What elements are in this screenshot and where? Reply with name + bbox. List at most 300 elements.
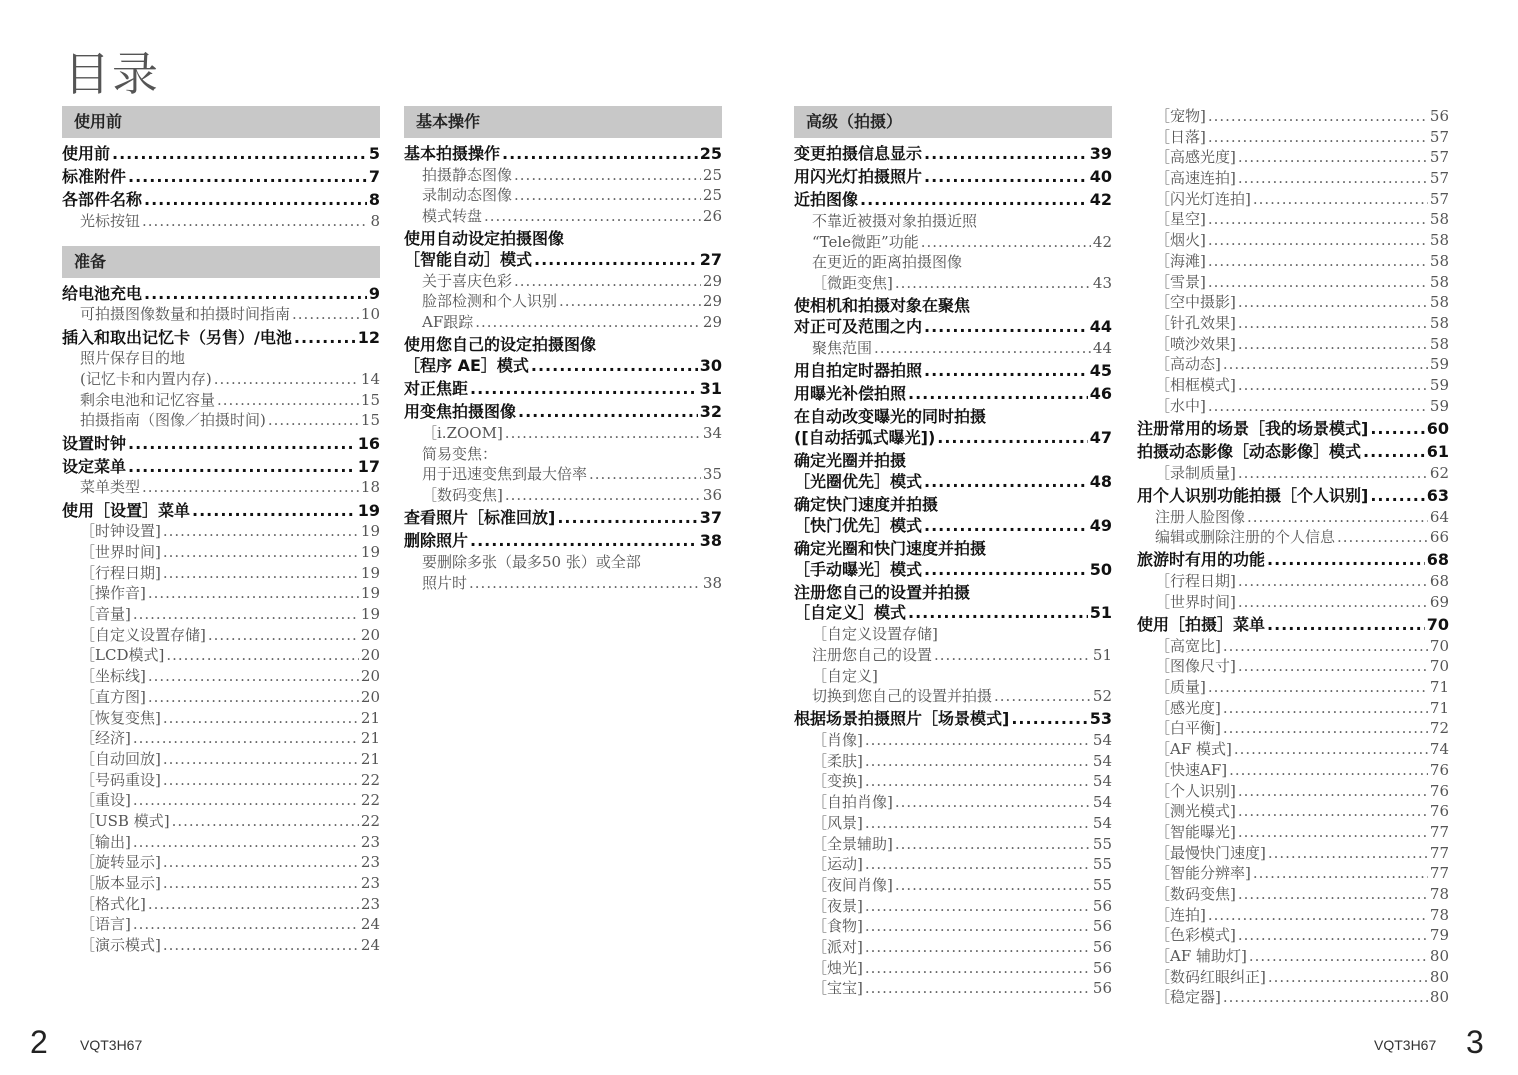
entry-page-number: 54: [1092, 751, 1112, 770]
toc-subentry[interactable]: [1137, 127, 1449, 148]
entry-page-number: 19: [357, 500, 380, 520]
toc-entry[interactable]: [62, 501, 380, 522]
dot-leader: [142, 477, 359, 498]
dot-leader: [1238, 822, 1428, 843]
toc-subentry[interactable]: [62, 521, 380, 542]
toc-subentry[interactable]: [62, 935, 380, 956]
toc-subentry[interactable]: [404, 291, 722, 312]
entry-title: ［光圈优先］模式: [794, 471, 923, 491]
entry-title: 关于喜庆色彩: [422, 271, 513, 290]
dot-leader: [1238, 463, 1428, 484]
entry-page-number: 14: [360, 370, 380, 388]
toc-subentry[interactable]: [1137, 781, 1449, 802]
toc-entry[interactable]: [62, 167, 380, 188]
dot-leader: [163, 563, 359, 584]
toc-subentry[interactable]: [404, 573, 722, 594]
toc-subentry[interactable]: [794, 813, 1112, 834]
toc-entry[interactable]: [794, 190, 1112, 211]
entry-page-number: 55: [1092, 875, 1112, 894]
entry-title: ［输出]: [80, 832, 131, 851]
toc-entry-line: 使相机和拍摄对象在聚焦: [794, 296, 971, 316]
entry-title: ［变换]: [812, 772, 863, 791]
toc-subentry[interactable]: [404, 185, 722, 206]
entry-title: ［食物]: [812, 917, 863, 936]
toc-subentry[interactable]: [794, 896, 1112, 917]
toc-subentry[interactable]: [1137, 396, 1449, 417]
dot-leader: [148, 687, 359, 708]
dot-leader: [1238, 375, 1428, 396]
toc-subentry[interactable]: [1137, 946, 1449, 967]
toc-subentry[interactable]: [404, 165, 722, 186]
entry-title: 用变焦拍摄图像: [404, 402, 517, 422]
toc-column-1: [62, 106, 380, 956]
entry-page-number: 68: [1426, 550, 1449, 570]
dot-leader: [1223, 718, 1428, 739]
toc-subentry[interactable]: [794, 771, 1112, 792]
entry-title: 注册您自己的设置: [812, 645, 933, 664]
entry-title: ［感光度]: [1155, 698, 1221, 717]
toc-entry[interactable]: [62, 434, 380, 455]
toc-entry[interactable]: [794, 384, 1112, 405]
dot-leader: [934, 645, 1091, 666]
toc-subentry[interactable]: [794, 730, 1112, 751]
entry-page-number: 78: [1429, 884, 1449, 903]
dot-leader: [163, 708, 359, 729]
toc-entry-line: 确定光圈并拍摄: [794, 451, 907, 471]
toc-subentry[interactable]: [1137, 292, 1449, 313]
dot-leader: [518, 402, 698, 423]
entry-title: ［宝宝]: [812, 979, 863, 998]
toc-subentry[interactable]: [62, 625, 380, 646]
entry-page-number: 56: [1092, 917, 1112, 936]
toc-subentry[interactable]: [404, 271, 722, 292]
dot-leader: [895, 273, 1091, 294]
toc-subentry[interactable]: [1137, 822, 1449, 843]
entry-page-number: 19: [360, 584, 380, 603]
entry-page-number: 40: [1089, 167, 1112, 187]
toc-entry-line: 确定光圈和快门速度并拍摄: [794, 538, 987, 558]
toc-subentry[interactable]: [62, 790, 380, 811]
dot-leader: [128, 167, 367, 188]
entry-page-number: 44: [1092, 338, 1112, 357]
entry-title: ［白平衡]: [1155, 719, 1221, 738]
entry-page-number: 25: [702, 186, 722, 205]
dot-leader: [163, 521, 359, 542]
entry-title: ［数码变焦]: [1155, 884, 1236, 903]
dot-leader: [924, 144, 1088, 165]
entry-page-number: 25: [702, 165, 722, 184]
toc-entry[interactable]: [404, 531, 722, 552]
dot-leader: [534, 250, 698, 271]
toc-subentry[interactable]: [62, 410, 380, 431]
toc-subentry-line: 简易变焦：: [422, 444, 498, 463]
entry-title: ［相框模式]: [1155, 375, 1236, 394]
dot-leader: [1267, 550, 1425, 571]
toc-subentry[interactable]: [62, 852, 380, 873]
entry-title: 脸部检测和个人识别: [422, 292, 558, 311]
toc-subentry[interactable]: [62, 645, 380, 666]
dot-leader: [1208, 106, 1428, 127]
entry-page-number: 76: [1429, 760, 1449, 779]
entry-title: ［智能曝光]: [1155, 822, 1236, 841]
toc-subentry-line: 不靠近被摄对象拍摄近照: [812, 212, 978, 231]
toc-entry[interactable]: [62, 457, 380, 478]
entry-page-number: 35: [702, 465, 722, 484]
dot-leader: [470, 531, 698, 552]
entry-title: ［手动曝光］模式: [794, 559, 923, 579]
toc-subentry[interactable]: [794, 751, 1112, 772]
toc-subentry[interactable]: [794, 645, 1112, 666]
dot-leader: [1249, 946, 1428, 967]
entry-page-number: 58: [1429, 272, 1449, 291]
entry-page-number: 15: [360, 411, 380, 430]
entry-title: ［测光模式]: [1155, 802, 1236, 821]
toc-column-2: [404, 106, 722, 593]
entry-page-number: 80: [1429, 947, 1449, 965]
section-header: 使用前: [62, 106, 380, 138]
toc-subentry[interactable]: [1137, 189, 1449, 210]
entry-title: 剩余电池和记忆容量: [80, 390, 216, 409]
entry-page-number: 29: [702, 313, 722, 331]
toc-subentry[interactable]: [1137, 354, 1449, 375]
entry-title: ［恢复变焦]: [80, 708, 161, 727]
toc-subentry[interactable]: [62, 873, 380, 894]
toc-subentry[interactable]: [1137, 760, 1449, 781]
entry-page-number: 57: [1429, 169, 1449, 188]
toc-subentry[interactable]: [1137, 592, 1449, 613]
toc-subentry[interactable]: [1137, 863, 1449, 884]
entry-page-number: 53: [1089, 709, 1112, 729]
toc-subentry[interactable]: [1137, 636, 1449, 657]
toc-entry[interactable]: [404, 144, 722, 165]
entry-page-number: 60: [1426, 418, 1449, 438]
entry-title: ［个人识别]: [1155, 781, 1236, 800]
toc-subentry[interactable]: [1137, 147, 1449, 168]
entry-page-number: 22: [360, 811, 380, 830]
entry-page-number: 70: [1426, 615, 1449, 634]
entry-title: ［演示模式]: [80, 936, 161, 955]
entry-page-number: 17: [357, 456, 380, 476]
toc-entry[interactable]: [794, 144, 1112, 165]
entry-title: ［自动回放]: [80, 749, 161, 768]
dot-leader: [924, 516, 1088, 537]
toc-subentry[interactable]: [62, 666, 380, 687]
toc-subentry[interactable]: [1137, 527, 1449, 548]
entry-title: ［时钟设置]: [80, 522, 161, 541]
toc-subentry[interactable]: [62, 583, 380, 604]
toc-entry[interactable]: [404, 379, 722, 400]
entry-page-number: 23: [360, 894, 380, 913]
toc-subentry[interactable]: [62, 542, 380, 563]
entry-page-number: 57: [1429, 189, 1449, 208]
entry-title: 设定菜单: [62, 456, 127, 476]
entry-page-number: 80: [1429, 988, 1449, 1007]
dot-leader: [1208, 230, 1428, 251]
toc-subentry-line: 要删除多张（最多50 张）或全部: [422, 553, 641, 572]
entry-title: 设置时钟: [62, 433, 127, 453]
toc-entry[interactable]: [1137, 486, 1449, 507]
toc-entry[interactable]: [794, 560, 1112, 581]
toc-entry[interactable]: [404, 356, 722, 377]
entry-title: ［雪景]: [1155, 272, 1206, 291]
entry-page-number: 70: [1429, 657, 1449, 676]
toc-entry[interactable]: [794, 603, 1112, 624]
dot-leader: [142, 211, 368, 232]
toc-entry-line: 使用您自己的设定拍摄图像: [404, 335, 597, 355]
toc-subentry[interactable]: [1137, 801, 1449, 822]
toc-subentry[interactable]: [1137, 168, 1449, 189]
toc-subentry[interactable]: [62, 390, 380, 411]
entry-title: ［喷沙效果]: [1155, 334, 1236, 353]
toc-subentry[interactable]: [62, 914, 380, 935]
entry-title: ［LCD模式]: [80, 646, 165, 665]
entry-title: ［行程日期]: [80, 563, 161, 582]
toc-subentry[interactable]: [794, 686, 1112, 707]
entry-title: ［连拍]: [1155, 905, 1206, 924]
entry-page-number: 15: [360, 390, 380, 409]
toc-entry[interactable]: [1137, 550, 1449, 571]
dot-leader: [133, 790, 359, 811]
toc-entry[interactable]: [1137, 442, 1449, 463]
entry-page-number: 76: [1429, 802, 1449, 821]
toc-entry[interactable]: [1137, 615, 1449, 636]
entry-page-number: 77: [1429, 822, 1449, 841]
toc-subentry[interactable]: [1137, 843, 1449, 864]
toc-subentry[interactable]: [404, 464, 722, 485]
toc-subentry[interactable]: [1137, 106, 1449, 127]
toc-subentry[interactable]: [1137, 375, 1449, 396]
entry-page-number: 25: [699, 144, 722, 163]
toc-subentry-line: 照片保存目的地: [80, 349, 186, 368]
toc-subentry[interactable]: [794, 273, 1112, 294]
toc-subentry[interactable]: [62, 477, 380, 498]
entry-page-number: 54: [1092, 813, 1112, 832]
dot-leader: [1223, 698, 1428, 719]
dot-leader: [559, 291, 701, 312]
toc-entry[interactable]: [62, 190, 380, 211]
toc-subentry[interactable]: [1137, 571, 1449, 592]
entry-page-number: 19: [360, 563, 380, 582]
toc-subentry[interactable]: [62, 811, 380, 832]
entry-page-number: 23: [360, 832, 380, 851]
toc-entry[interactable]: [62, 144, 380, 165]
toc-entry[interactable]: [794, 709, 1112, 730]
toc-subentry-line: 在更近的距离拍摄图像: [812, 253, 963, 272]
dot-leader: [133, 832, 359, 853]
toc-entry[interactable]: [62, 284, 380, 305]
entry-title: ［全景辅助]: [812, 834, 893, 853]
dot-leader: [163, 542, 359, 563]
entry-title: ［格式化]: [80, 894, 146, 913]
toc-entry[interactable]: [794, 472, 1112, 493]
dot-leader: [144, 284, 367, 305]
entry-title: ［稳定器]: [1155, 988, 1221, 1007]
entry-page-number: 77: [1429, 864, 1449, 883]
entry-title: 变更拍摄信息显示: [794, 144, 923, 163]
entry-page-number: 70: [1429, 636, 1449, 655]
toc-subentry[interactable]: [62, 563, 380, 584]
toc-subentry[interactable]: [62, 604, 380, 625]
entry-title: ［夜间肖像]: [812, 875, 893, 894]
toc-subentry[interactable]: [1137, 925, 1449, 946]
toc-subentry[interactable]: [62, 749, 380, 770]
entry-title: ［运动]: [812, 855, 863, 874]
entry-page-number: 30: [699, 355, 722, 375]
toc-subentry[interactable]: [1137, 718, 1449, 739]
toc-subentry[interactable]: [62, 211, 380, 232]
entry-title: 照片时: [422, 573, 468, 592]
toc-entry-line: 在自动改变曝光的同时拍摄: [794, 407, 987, 427]
toc-subentry[interactable]: [794, 958, 1112, 979]
entry-title: ［号码重设]: [80, 770, 161, 789]
toc-subentry[interactable]: [62, 304, 380, 325]
toc-subentry[interactable]: [62, 894, 380, 915]
entry-page-number: 12: [357, 327, 380, 347]
entry-title: ［世界时间]: [80, 543, 161, 561]
dot-leader: [1229, 760, 1428, 781]
entry-page-number: 61: [1426, 442, 1449, 461]
toc-subentry[interactable]: [794, 834, 1112, 855]
entry-title: ［USB 模式]: [80, 811, 170, 830]
toc-subentry[interactable]: [62, 708, 380, 729]
toc-subentry[interactable]: [1137, 507, 1449, 528]
dot-leader: [1208, 251, 1428, 272]
dot-leader: [268, 410, 359, 431]
toc-entry-line: 注册您自己的设置并拍摄: [794, 582, 971, 602]
toc-subentry[interactable]: [1137, 739, 1449, 760]
dot-leader: [514, 185, 701, 206]
toc-subentry[interactable]: [62, 770, 380, 791]
toc-entry[interactable]: [404, 250, 722, 271]
entry-title: ［快门优先］模式: [794, 515, 923, 535]
toc-subentry[interactable]: [794, 854, 1112, 875]
toc-subentry[interactable]: [1137, 334, 1449, 355]
dot-leader: [1238, 313, 1428, 334]
entry-page-number: 80: [1429, 967, 1449, 986]
entry-page-number: 55: [1092, 834, 1112, 853]
toc-entry[interactable]: [404, 508, 722, 529]
toc-subentry[interactable]: [404, 206, 722, 227]
dot-leader: [1253, 863, 1428, 884]
dot-leader: [924, 317, 1088, 338]
dot-leader: [1253, 189, 1428, 210]
entry-title: ［直方图]: [80, 687, 146, 706]
entry-page-number: 16: [357, 433, 380, 453]
toc-subentry[interactable]: [794, 937, 1112, 958]
toc-subentry[interactable]: [1137, 251, 1449, 272]
entry-page-number: 31: [699, 379, 722, 399]
right-model-code: VQT3H67: [1374, 1037, 1437, 1053]
toc-subentry[interactable]: [794, 338, 1112, 359]
entry-title: ［海滩]: [1155, 251, 1206, 270]
entry-page-number: 45: [1089, 360, 1112, 380]
entry-title: ［智能自动］模式: [404, 249, 533, 269]
toc-subentry[interactable]: [62, 728, 380, 749]
entry-title: 基本拍摄操作: [404, 144, 501, 163]
dot-leader: [874, 338, 1091, 359]
toc-subentry[interactable]: [794, 792, 1112, 813]
dot-leader: [1238, 781, 1428, 802]
toc-entry[interactable]: [794, 516, 1112, 537]
entry-title: 使用前: [62, 144, 111, 163]
entry-title: ［经济]: [80, 729, 131, 748]
dot-leader: [865, 854, 1091, 875]
toc-subentry[interactable]: [62, 832, 380, 853]
dot-leader: [148, 583, 359, 604]
toc-subentry[interactable]: [794, 916, 1112, 937]
entry-title: 编辑或删除注册的个人信息: [1155, 528, 1336, 547]
entry-title: ［行程日期]: [1155, 572, 1236, 591]
toc-entry[interactable]: [794, 167, 1112, 188]
entry-title: 用闪光灯拍摄照片: [794, 167, 923, 187]
entry-title: 菜单类型: [80, 478, 141, 497]
toc-subentry[interactable]: [1137, 463, 1449, 484]
entry-page-number: 8: [368, 190, 380, 210]
toc-subentry[interactable]: [1137, 656, 1449, 677]
entry-title: ［重设]: [80, 791, 131, 810]
entry-page-number: 72: [1429, 719, 1449, 738]
toc-entry[interactable]: [794, 361, 1112, 382]
entry-page-number: 24: [360, 915, 380, 934]
toc-entry[interactable]: [794, 428, 1112, 449]
dot-leader: [865, 896, 1091, 917]
toc-subentry[interactable]: [1137, 272, 1449, 293]
toc-subentry[interactable]: [1137, 677, 1449, 698]
toc-subentry[interactable]: [1137, 230, 1449, 251]
dot-leader: [1268, 967, 1428, 988]
entry-page-number: 77: [1429, 843, 1449, 862]
toc-subentry[interactable]: [1137, 967, 1449, 988]
dot-leader: [1208, 209, 1428, 230]
dot-leader: [924, 560, 1088, 581]
toc-subentry[interactable]: [62, 369, 380, 390]
toc-subentry-line: ［自定义]: [812, 666, 878, 685]
dot-leader: [921, 232, 1091, 253]
toc-entry[interactable]: [62, 328, 380, 349]
toc-subentry[interactable]: [1137, 209, 1449, 230]
toc-subentry[interactable]: [794, 978, 1112, 999]
toc-subentry[interactable]: [1137, 698, 1449, 719]
toc-subentry[interactable]: [794, 875, 1112, 896]
toc-subentry[interactable]: [404, 423, 722, 444]
entry-page-number: 58: [1429, 293, 1449, 312]
toc-subentry[interactable]: [1137, 905, 1449, 926]
toc-subentry[interactable]: [1137, 884, 1449, 905]
toc-entry[interactable]: [1137, 419, 1449, 440]
toc-entry[interactable]: [794, 317, 1112, 338]
toc-subentry[interactable]: [62, 687, 380, 708]
entry-page-number: 56: [1092, 979, 1112, 998]
dot-leader: [1238, 334, 1428, 355]
toc-subentry[interactable]: [404, 312, 722, 333]
toc-subentry[interactable]: [1137, 313, 1449, 334]
dot-leader: [294, 328, 356, 349]
entry-page-number: 51: [1089, 603, 1112, 623]
entry-page-number: 26: [702, 207, 722, 226]
toc-subentry[interactable]: [1137, 987, 1449, 1008]
entry-page-number: 22: [360, 791, 380, 810]
entry-title: “Tele微距”功能: [812, 232, 919, 251]
toc-subentry[interactable]: [794, 232, 1112, 253]
entry-page-number: 55: [1092, 855, 1112, 874]
toc-entry[interactable]: [404, 402, 722, 423]
toc-subentry[interactable]: [404, 485, 722, 506]
entry-title: ［派对]: [812, 937, 863, 956]
entry-title: ［星空]: [1155, 210, 1206, 229]
entry-page-number: 54: [1092, 793, 1112, 812]
entry-title: ［音量]: [80, 605, 131, 624]
dot-leader: [531, 356, 698, 377]
